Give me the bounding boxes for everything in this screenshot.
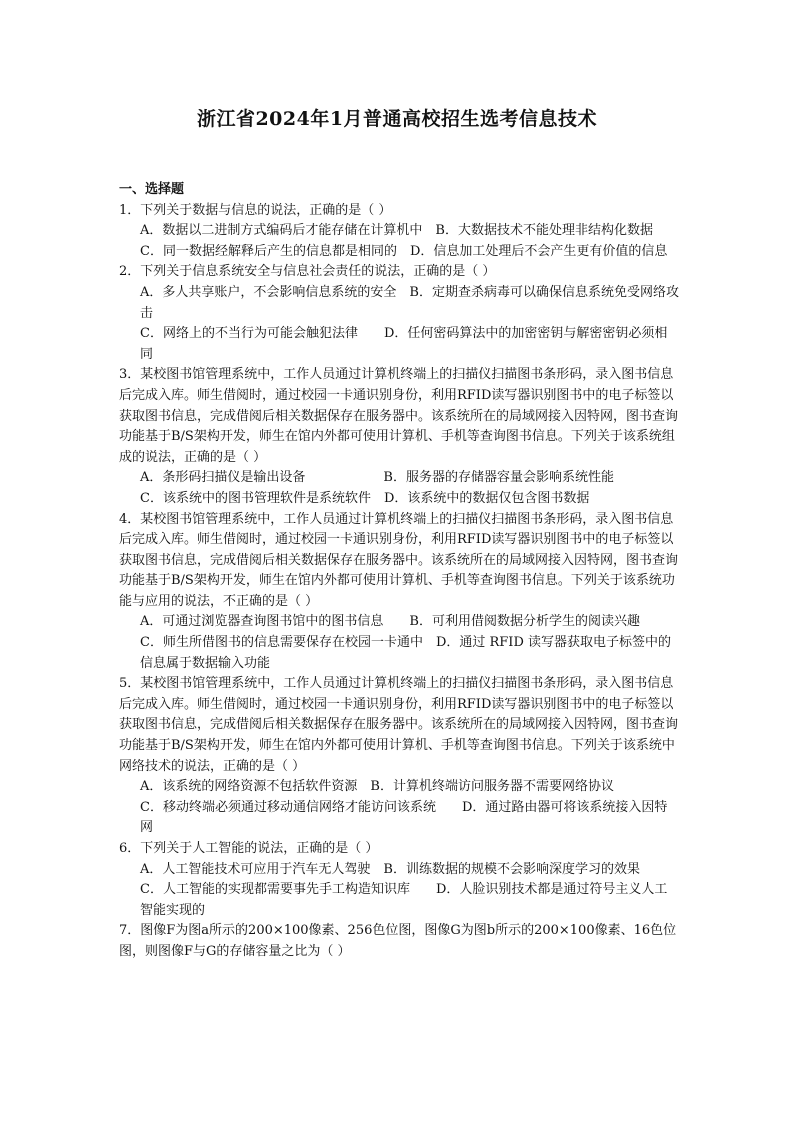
question-options: C．该系统中的图书管理软件是系统软件 D．该系统中的数据仅包含图书数据 (140, 490, 590, 506)
question-stem: 7．图像F为图a所示的200×100像素、256色位图，图像G为图b所示的200×100像素、16色位图，则图像F与G的存储容量之比为（ ） (119, 923, 677, 959)
question-5 (119, 674, 679, 839)
question-options: A．多人共享账户，不会影响信息系统的安全 B．定期查杀病毒可以确保信息系统免受网络攻击 (140, 284, 679, 321)
question-options: A．可通过浏览器查询图书馆中的图书信息 B．可利用借阅数据分析学生的阅读兴趣 (140, 614, 640, 630)
section-heading: 一、选择题 (119, 182, 185, 197)
question-options: C．移动终端必须通过移动通信网络才能访问该系统 D．通过路由器可将该系统接入因特网 (140, 799, 668, 836)
question-options: C．师生所借图书的信息需要保存在校园一卡通中 D．通过 RFID 读写器获取电子标签中的信息属于数据输入功能 (140, 635, 672, 671)
question-stem: 6．下列关于人工智能的说法，正确的是（ ） (119, 841, 379, 856)
question-options: A．该系统的网络资源不包括软件资源 B．计算机终端访问服务器不需要网络协议 (140, 779, 614, 795)
question-stem: 2．下列关于信息系统安全与信息社会责任的说法，正确的是（ ） (119, 264, 496, 280)
question-2 (119, 262, 679, 365)
question-4 (119, 510, 679, 675)
question-1 (119, 201, 679, 263)
question-3 (119, 365, 679, 509)
question-stem: 4．某校图书馆管理系统中，工作人员通过计算机终端上的扫描仪扫描图书条形码，录入图书信息后完成入库。师生借阅时，通过校园一卡通识别身份，利用RFID读写器识别图书中的电子标签以获取图书信息，完成借阅后相关数据保存在服务器中。该系统所在的局域网接入因特网，图书查询功能基于B/S架构开发，师生在馆内外都可使用计算机、手机等查询图书信息。下列关于该系统功能与应用的说法，不正确的是（ ） (119, 511, 679, 609)
question-options: A．条形码扫描仪是输出设备 B．服务器的存储器容量会影响系统性能 (140, 470, 614, 486)
question-options: A．数据以二进制方式编码后才能存储在计算机中 B．大数据技术不能处理非结构化数据 (140, 223, 653, 239)
question-options: C．网络上的不当行为可能会触犯法律 D．任何密码算法中的加密密钥与解密密钥必须相同 (140, 326, 668, 362)
question-options: C．人工智能的实现都需要事先手工构造知识库 D．人脸识别技术都是通过符号主义人工智能实现的 (140, 882, 668, 918)
question-stem: 3．某校图书馆管理系统中，工作人员通过计算机终端上的扫描仪扫描图书条形码，录入图书信息后完成入库。师生借阅时，通过校园一卡通识别身份，利用RFID读写器识别图书中的电子标签以获取图书信息，完成借阅后相关数据保存在服务器中。该系统所在的局域网接入因特网，图书查询功能基于B/S架构开发，师生在馆内外都可使用计算机、手机等查询图书信息。下列关于该系统组成的说法，正确的是（ ） (119, 367, 679, 465)
question-options: A．人工智能技术可应用于汽车无人驾驶 B．训练数据的规模不会影响深度学习的效果 (140, 861, 640, 877)
question-7 (119, 921, 679, 962)
question-stem: 5．某校图书馆管理系统中，工作人员通过计算机终端上的扫描仪扫描图书条形码，录入图书信息后完成入库。师生借阅时，通过校园一卡通识别身份，利用RFID读写器识别图书中的电子标签以获取图书信息，完成借阅后相关数据保存在服务器中。该系统所在的局域网接入因特网，图书查询功能基于B/S架构开发，师生在馆内外都可使用计算机、手机等查询图书信息。下列关于该系统中网络技术的说法，正确的是（ ） (119, 676, 679, 774)
question-stem: 1．下列关于数据与信息的说法，正确的是（ ） (119, 202, 392, 218)
question-options: C．同一数据经解释后产生的信息都是相同的 D．信息加工处理后不会产生更有价值的信息 (140, 243, 668, 259)
page-title: 浙江省2024年1月普通高校招生选考信息技术 (196, 108, 598, 130)
question-list (119, 180, 679, 963)
question-6 (119, 839, 679, 921)
